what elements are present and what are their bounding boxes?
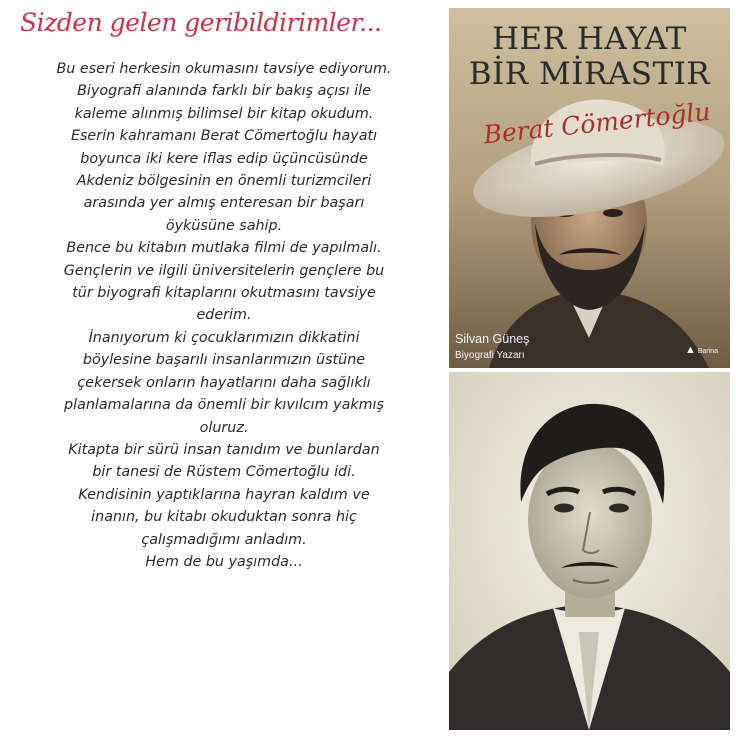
cover-title-line2: BİR MİRASTIR (468, 56, 711, 92)
feedback-line: kaleme alınmış bilimsel bir kitap okudum. (74, 105, 374, 122)
feedback-line: Akdeniz bölgesinin en önemli turizmcileri (76, 173, 372, 190)
feedback-line: Eserin kahramanı Berat Cömertoğlu hayatı (70, 128, 378, 145)
cover-author: Silvan Güneş (455, 332, 530, 346)
feedback-text (4, 58, 444, 573)
feedback-line: Gençlerin ve ilgili üniversitelerin gençlere bu (63, 262, 385, 279)
cover-author-role: Biyografi Yazarı (455, 350, 525, 361)
feedback-line: Hem de bu yaşımda... (145, 553, 303, 570)
feedback-line: planlamalarına da önemli bir kıvılcım yakmış (64, 397, 384, 414)
feedback-line: İnanıyorum ki çocuklarımızın dikkatini (88, 329, 360, 346)
feedback-line: boyunca iki kere iflas edip üçüncüsünde (80, 150, 368, 167)
publisher-name: Barina (697, 348, 719, 355)
feedback-line: çekersek onların hayatlarını daha sağlıklı (77, 374, 371, 391)
cover-signature: Berat Cömertoğlu (482, 96, 712, 150)
feedback-line: Kendisinin yaptıklarına hayran kaldım ve (78, 486, 370, 503)
feedback-line: Biyografi alanında farklı bir bakış açısı ile (77, 83, 371, 100)
feedback-line: çalışmadığımı anladım. (141, 531, 307, 548)
feedback-line: arasında yer almış enteresan bir başarı (83, 195, 365, 212)
feedback-line: inanın, bu kitabı okuduktan sonra hiç (91, 509, 357, 526)
feedback-line: böylesine başarılı insanlarımızın üstüne (82, 352, 366, 369)
feedback-line: öyküsüne sahip. (165, 217, 283, 234)
feedback-line: Kitapta bir sürü insan tanıdım ve bunlardan (68, 441, 380, 458)
book-cover (449, 8, 730, 368)
feedback-line: ederim. (196, 307, 252, 324)
portrait-photo (449, 372, 730, 730)
publisher-mark-icon: ▲ (685, 344, 696, 356)
cover-title-line1: HER HAYAT (492, 21, 687, 57)
feedback-line: tür biyografi kitaplarını okutmasını tavsiye (72, 285, 376, 302)
portrait-photo-art (449, 372, 730, 730)
feedback-line: Bence bu kitabın mutlaka filmi de yapılmalı. (66, 240, 382, 257)
publisher-logo (685, 344, 718, 356)
feedback-line: bir tanesi de Rüstem Cömertoğlu idi. (92, 464, 356, 481)
feedback-heading: Sizden gelen geribildirimler... (20, 8, 382, 37)
feedback-line: oluruz. (199, 419, 249, 436)
feedback-line: Bu eseri herkesin okumasını tavsiye ediyorum. (56, 61, 392, 77)
